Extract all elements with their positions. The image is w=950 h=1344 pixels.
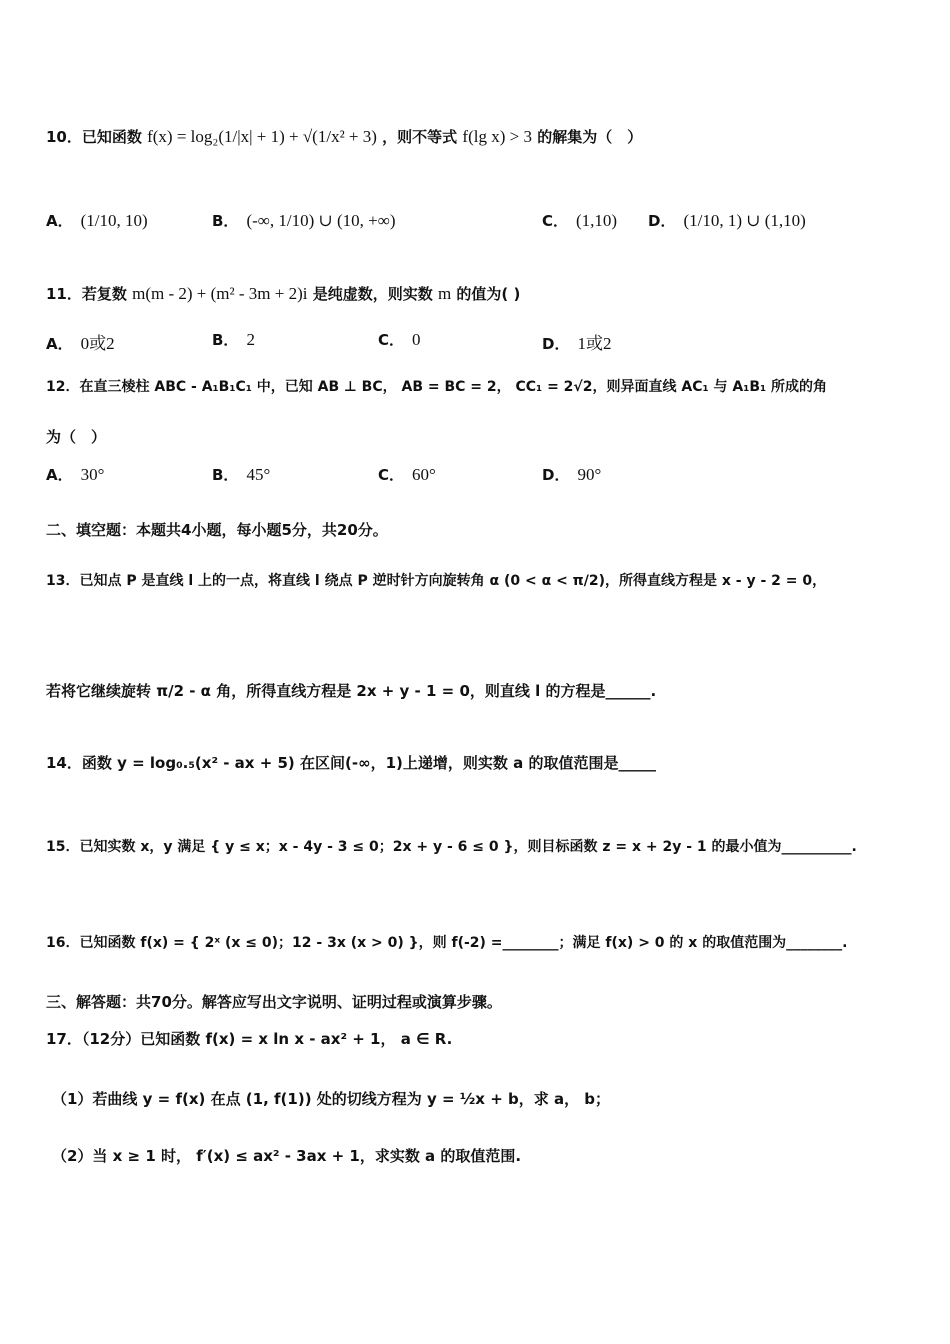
q10-stem: 10．已知函数 [46, 128, 142, 146]
q12-option-a: A． 30° [46, 465, 105, 484]
q10-function: f(x) = log₂(1/|x| + 1) + √(1/x² + 3) [147, 127, 377, 146]
q12-option-d: D． 90° [542, 465, 602, 484]
question-10 [46, 126, 642, 147]
q12-option-c: C． 60° [378, 465, 436, 484]
question-11 [46, 283, 520, 304]
q10-option-d: D． (1/10, 1) ∪ (1,10) [648, 211, 806, 230]
q10-mid: ，则不等式 [382, 128, 458, 146]
q11-expression: m(m - 2) + (m² - 3m + 2)i [132, 284, 308, 303]
q11-mid: 是纯虚数，则实数 [312, 285, 433, 303]
q11-option-d: D． 1或2 [542, 334, 612, 353]
question-12-line1: 12．在直三棱柱 ABC - A₁B₁C₁ 中，已知 AB ⊥ BC， AB = BC = 2， CC₁ = 2√2，则异面直线 AC₁ 与 A₁B₁ 所成的角 [46, 379, 827, 395]
q11-tail: 的值为( ) [456, 285, 521, 303]
section-2-heading: 二、填空题：本题共4小题，每小题5分，共20分。 [46, 521, 388, 539]
q10-tail: 的解集为（ ） [537, 128, 643, 146]
q10-inequality: f(lg x) > 3 [462, 127, 532, 146]
q11-stem: 11．若复数 [46, 285, 127, 303]
question-16: 16．已知函数 f(x) = { 2ˣ (x ≤ 0)；12 - 3x (x > 0) }，则 f(-2) =________；满足 f(x) > 0 的 x 的取值范围为________. [46, 935, 848, 951]
q12-option-b: B． 45° [212, 465, 271, 484]
question-17-part2: （2）当 x ≥ 1 时， f′(x) ≤ ax² - 3ax + 1，求实数 a 的取值范围. [52, 1147, 522, 1165]
question-17-part1: （1）若曲线 y = f(x) 在点 (1, f(1)) 处的切线方程为 y = ½x + b，求 a， b； [52, 1090, 611, 1108]
q11-var: m [437, 284, 452, 303]
q11-option-b: B． 2 [212, 330, 255, 349]
question-15: 15．已知实数 x，y 满足 { y ≤ x；x - 4y - 3 ≤ 0；2x + y - 6 ≤ 0 }，则目标函数 z = x + 2y - 1 的最小值为__________. [46, 839, 857, 855]
q11-option-c: C． 0 [378, 330, 421, 349]
section-3-heading: 三、解答题：共70分。解答应写出文字说明、证明过程或演算步骤。 [46, 993, 502, 1011]
q10-option-c: C． (1,10) [542, 211, 618, 230]
question-13-line2: 若将它继续旋转 π/2 - α 角，所得直线方程是 2x + y - 1 = 0，则直线 l 的方程是______. [46, 682, 657, 700]
question-17-stem: 17．（12分）已知函数 f(x) = x ln x - ax² + 1， a ∈ R. [46, 1030, 453, 1048]
question-12-line2: 为（ ） [46, 428, 107, 446]
question-13-line1: 13．已知点 P 是直线 l 上的一点，将直线 l 绕点 P 逆时针方向旋转角 α (0 < α < π/2)，所得直线方程是 x - y - 2 = 0， [46, 573, 827, 589]
q10-option-b: B． (-∞, 1/10) ∪ (10, +∞) [212, 211, 396, 230]
question-14: 14．函数 y = log₀.₅(x² - ax + 5) 在区间(-∞，1)上递增，则实数 a 的取值范围是_____ [46, 754, 656, 772]
q11-option-a: A． 0或2 [46, 334, 115, 353]
q10-option-a: A． (1/10, 10) [46, 211, 148, 230]
